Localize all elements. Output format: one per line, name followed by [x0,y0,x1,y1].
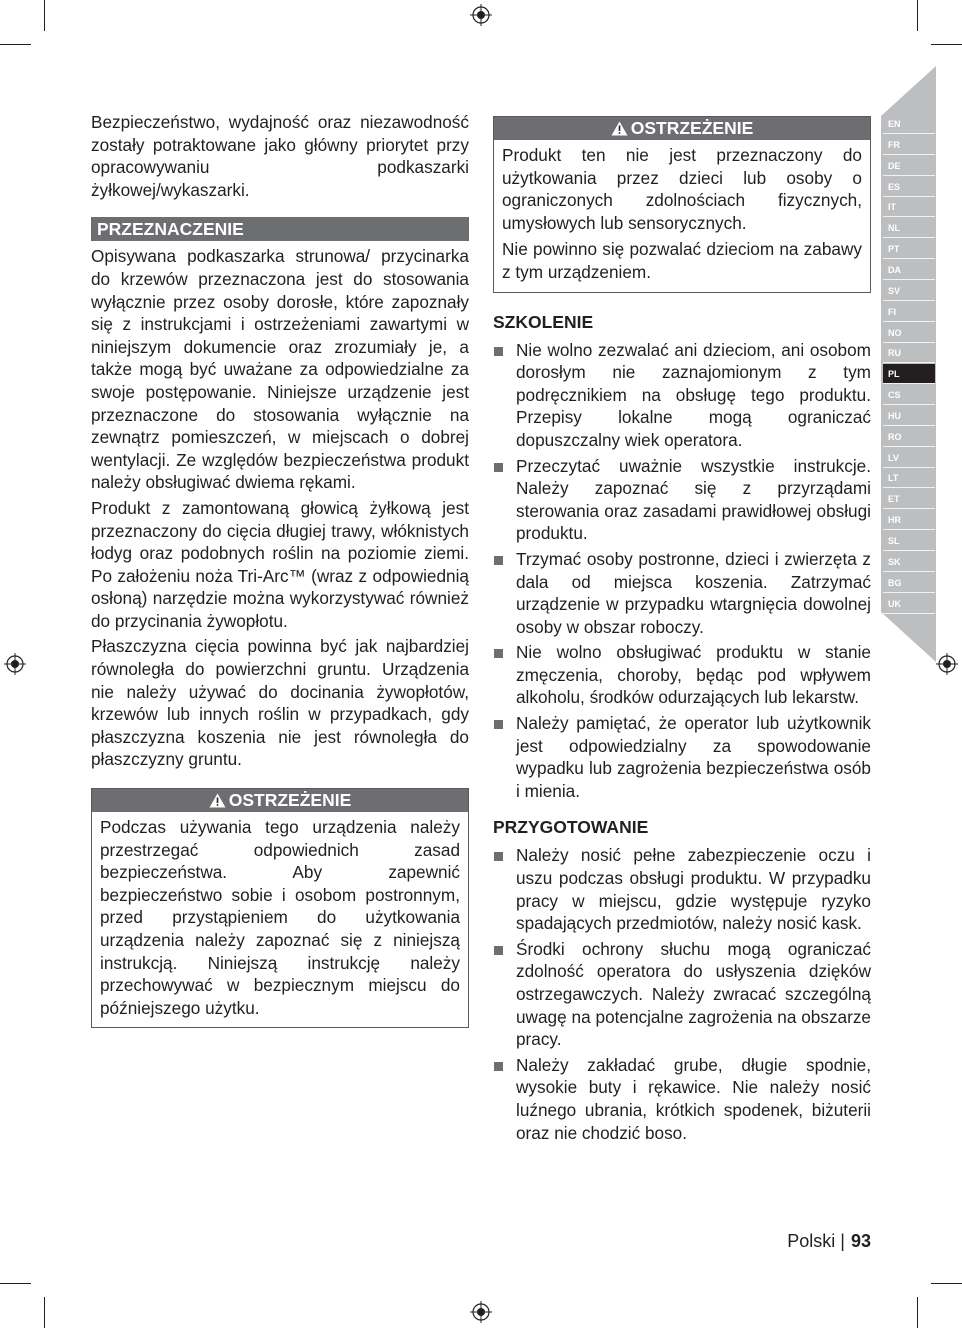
list-item: Należy pamiętać, że operator lub użytkownik jest odpowiedzialny za spowodowanie wypadku lub zagrożenia bezpieczeństwa osób i mienia. [493,712,871,802]
bullet-square-icon [494,946,503,955]
language-tab-fi[interactable]: FI [883,302,935,322]
warning-box [91,788,469,1028]
intro-paragraph: Bezpieczeństwo, wydajność oraz niezawodność zostały potraktowane jako główny priorytet przy opracowywaniu podkaszarki żyłkowej/wykaszarki. [91,112,469,200]
warning-triangle-icon [611,121,628,136]
language-tab-no[interactable]: NO [883,323,935,343]
registration-mark-icon [4,653,26,675]
bullet-square-icon [494,649,503,658]
language-tab-cs[interactable]: CS [883,385,935,405]
warning-title: OSTRZEŻENIE [228,790,352,811]
paragraph: Produkt z zamontowaną głowicą żyłkową jest przeznaczony do cięcia długiej trawy, włóknistych łodyg oraz podobnych roślin na poziomie ziemi. Po założeniu noża Tri-Arc™ (wraz z odpowiednią osłoną) narzędzie można wykorzystywać również do przycinania żywopłotu. [91,497,469,631]
crop-mark [44,0,45,31]
language-tab-hu[interactable]: HU [883,406,935,426]
crop-mark [0,44,31,45]
warning-header [92,789,468,812]
crop-mark [917,1297,918,1328]
registration-mark-icon [470,4,492,26]
crop-mark [931,1283,962,1284]
bullet-square-icon [494,720,503,729]
crop-mark [931,44,962,45]
right-column [493,116,871,1147]
language-tab-bg[interactable]: BG [883,573,935,593]
language-tab-en[interactable]: EN [883,114,935,134]
section-title-intended-use: PRZEZNACZENIE [91,217,469,241]
language-tab-hr[interactable]: HR [883,510,935,530]
language-tab-uk[interactable]: UK [883,594,935,614]
crop-mark [44,1297,45,1328]
language-tab-ru[interactable]: RU [883,343,935,363]
language-tab-lt[interactable]: LT [883,468,935,488]
paragraph: Płaszczyzna cięcia powinna być jak najbardziej równoległa do powierzchni gruntu. Urządzenia nie należy używać do docinania żywopłotów, krzewów lub innych roślin w przypadkach, gdy płaszczyzna koszenia nie jest równoległa do płaszczyzny gruntu. [91,636,469,770]
language-tab-es[interactable]: ES [883,177,935,197]
bullet-square-icon [494,1062,503,1071]
list-item: Przeczytać uważnie wszystkie instrukcje. Należy zapoznać się z przyrządami sterowania oraz zasadami prawidłowej obsługi produktu. [493,455,871,545]
warning-text: Podczas używania tego urządzenia należy przestrzegać odpowiednich zasad bezpieczeństwa. Aby zapewnić bezpieczeństwo sobie i osobom postronnym, przed przystąpieniem do użytkowania urządzenia należy zapoznać się z niniejszą instrukcją. Niniejszą instrukcję należy przechowywać w bezpiecznym miejscu do późniejszego użytku. [100,817,460,1018]
warning-box [493,116,871,293]
crop-mark [917,0,918,31]
list-item: Należy nosić pełne zabezpieczenie oczu i uszu podczas obsługi produktu. W przypadku pracy w miejscu, gdzie występuje ryzyko spadających przedmiotów, należy nosić kask. [493,844,871,934]
registration-mark-icon [936,653,958,675]
language-tab-fr[interactable]: FR [883,135,935,155]
warning-title: OSTRZEŻENIE [630,118,754,138]
list-item: Nie wolno obsługiwać produktu w stanie zmęczenia, choroby, będąc pod wpływem alkoholu, środków odurzających lub lekarstw. [493,641,871,709]
left-column [91,111,469,1028]
registration-mark-icon [470,1301,492,1323]
list-item: Należy zakładać grube, długie spodnie, wysokie buty i rękawice. Nie należy nosić luźnego ubrania, krótkich spodenek, biżuterii oraz nie chodzić boso. [493,1054,871,1144]
language-tab-sv[interactable]: SV [883,281,935,301]
training-list [493,339,871,803]
language-tab-sl[interactable]: SL [883,531,935,551]
language-tab-pt[interactable]: PT [883,239,935,259]
bullet-square-icon [494,463,503,472]
warning-text: Nie powinno się pozwalać dzieciom na zabawy z tym urządzeniem. [502,239,862,282]
language-tab-it[interactable]: IT [883,197,935,217]
language-tab-de[interactable]: DE [883,156,935,176]
language-tab-ro[interactable]: RO [883,427,935,447]
language-tab-sk[interactable]: SK [883,552,935,572]
bullet-square-icon [494,556,503,565]
warning-text: Produkt ten nie jest przeznaczony do użytkowania przez dzieci lub osoby o ograniczonych zdolnościach fizycznych, umysłowych lub sensorycznych. [502,145,862,233]
language-tab-et[interactable]: ET [883,489,935,509]
language-tab-lv[interactable]: LV [883,448,935,468]
section-title-preparation: PRZYGOTOWANIE [493,817,649,838]
preparation-list [493,844,871,1144]
paragraph: Opisywana podkaszarka strunowa/ przycinarka do krzewów przeznaczona jest do stosowania wyłącznie przez osoby dorosłe, które zapoznały się z instrukcjami i ostrzeżeniami zawartymi w niniejszym dokumencie oraz zrozumiały je, a także mogą być uważane za odpowiedzialne za swoje postępowanie. Niniejsze urządzenie jest przeznaczone do stosowania wyłącznie na zewnątrz pomieszczeń, w miejscach o dobrej wentylacji. Ze względów bezpieczeństwa produkt należy obsługiwać dwiema rękami. [91,246,469,493]
warning-triangle-icon [209,793,226,808]
list-item: Trzymać osoby postronne, dzieci i zwierzęta z dala od miejsca koszenia. Zatrzymać urządzenie w przypadku wtargnięcia dowolnej osoby w obszar roboczy. [493,548,871,638]
page-footer [787,1229,871,1253]
list-item: Środki ochrony słuchu mogą ograniczać zdolność operatora do usłyszenia dzięków ostrzegawczych. Należy zwracać szczególną uwagę na potencjalne zagrożenia na obszarze pracy. [493,938,871,1051]
page-number: 93 [850,1231,871,1251]
warning-header [494,117,870,140]
bullet-square-icon [494,852,503,861]
crop-mark [0,1283,31,1284]
section-title-training: SZKOLENIE [493,311,594,332]
language-tab-da[interactable]: DA [883,260,935,280]
language-tab-nl[interactable]: NL [883,218,935,238]
footer-language: Polski | [787,1231,845,1251]
language-tab-pl[interactable]: PL [883,364,935,384]
bullet-square-icon [494,347,503,356]
list-item: Nie wolno zezwalać ani dzieciom, ani osobom dorosłym nie zaznajomionym z tym podręcznikiem na obsługę tego produktu. Przepisy lokalne mogą ograniczać dopuszczalny wiek operatora. [493,339,871,452]
